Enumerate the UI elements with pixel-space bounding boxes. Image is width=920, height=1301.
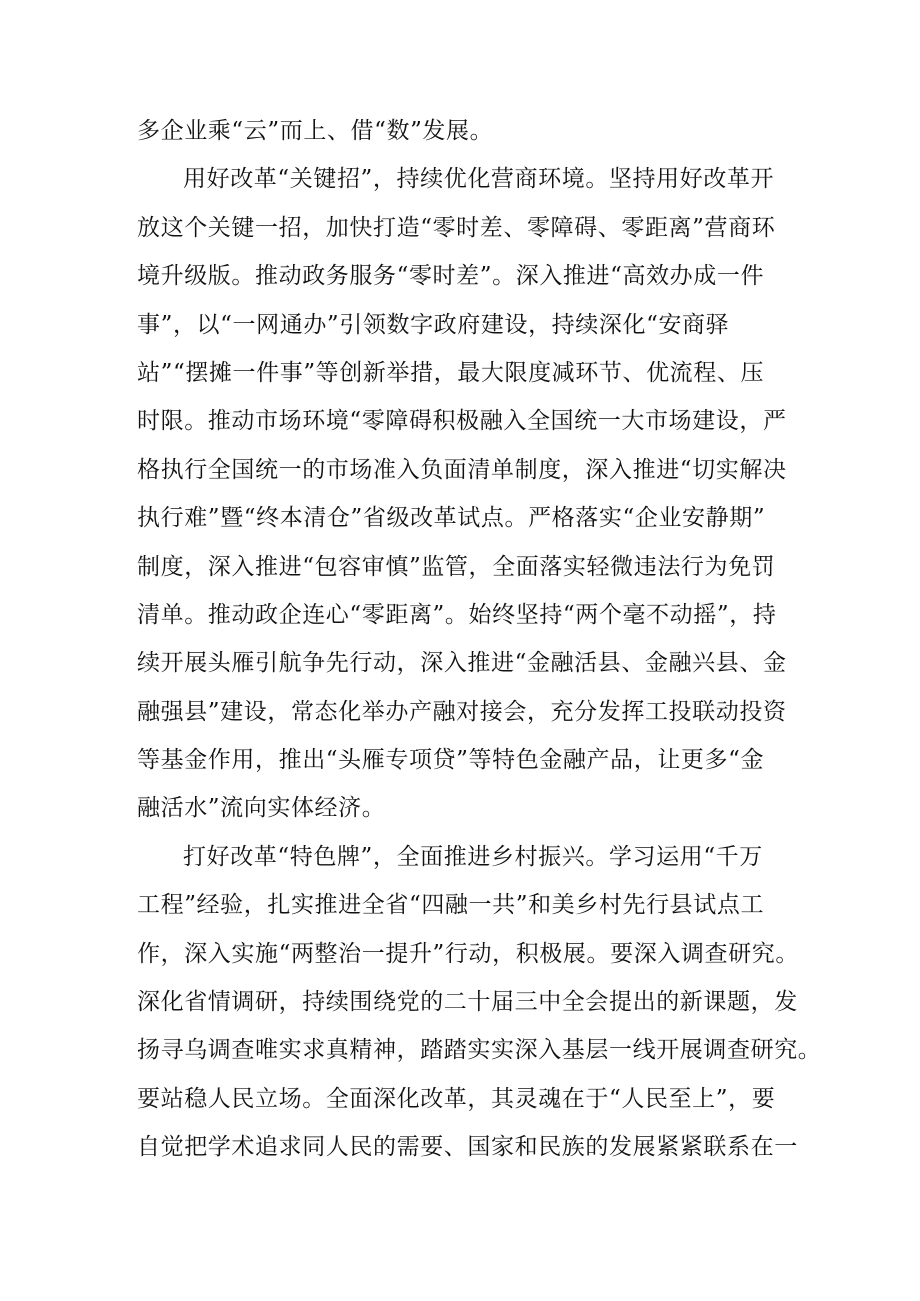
text-line: 站”“摆摊一件事”等创新举措，最大限度减环节、优流程、压 — [137, 359, 765, 386]
text-line: 清单。推动政企连心“零距离”。始终坚持“两个毫不动摇”，持 — [137, 601, 777, 628]
text-line: 续开展头雁引航争先行动，深入推进“金融活县、金融兴县、金 — [137, 650, 787, 677]
document-body — [137, 107, 822, 1172]
text-line: 融强县”建设，常态化举办产融对接会，充分发挥工投联动投资 — [137, 698, 787, 725]
text-line: 多企业乘“云”而上、借“数”发展。 — [137, 118, 494, 144]
text-line: 工程”经验，扎实推进全省“四融一共”和美乡村先行县试点工 — [137, 892, 765, 919]
text-line: 事”，以“一网通办”引领数字政府建设，持续深化“安商驿 — [137, 311, 730, 338]
paragraph-first-line: 打好改革“特色牌”，全面推进乡村振兴。学习运用“千万 — [183, 843, 763, 870]
text-line: 深化省情调研，持续围绕党的二十届三中全会提出的新课题，发 — [137, 989, 798, 1016]
text-line: 要站稳人民立场。全面深化改革，其灵魂在于“人民至上”，要 — [137, 1085, 776, 1112]
text-line: 作，深入实施“两整治一提升”行动，积极展。要深入调查研究。 — [137, 940, 799, 967]
text-line: 境升级版。推动政务服务“零时差”。深入推进“高效办成一件 — [137, 263, 765, 290]
text-line: 时限。推动市场环境“零障碍积极融入全国统一大市场建设，严 — [137, 408, 787, 435]
text-line: 制度，深入推进“包容审慎”监管，全面落实轻微违法行为免罚 — [137, 553, 776, 580]
text-line: 融活水”流向实体经济。 — [137, 795, 386, 822]
text-line: 等基金作用，推出“头雁专项贷”等特色金融产品，让更多“金 — [137, 747, 765, 774]
text-line: 扬寻乌调查唯实求真精神，踏踏实实深入基层一线开展调查研究。 — [137, 1037, 822, 1064]
text-line: 放这个关键一招，加快打造“零时差、零障碍、零距离”营商环 — [137, 214, 776, 241]
text-line: 格执行全国统一的市场准入负面清单制度，深入推进“切实解决 — [137, 456, 787, 483]
paragraph-first-line: 用好改革“关键招”，持续优化营商环境。坚持用好改革开 — [183, 166, 775, 193]
text-line: 自觉把学术追求同人民的需要、国家和民族的发展紧紧联系在一 — [137, 1134, 798, 1161]
text-line: 执行难”暨“终本清仓”省级改革试点。严格落实“企业安静期” — [137, 505, 766, 532]
